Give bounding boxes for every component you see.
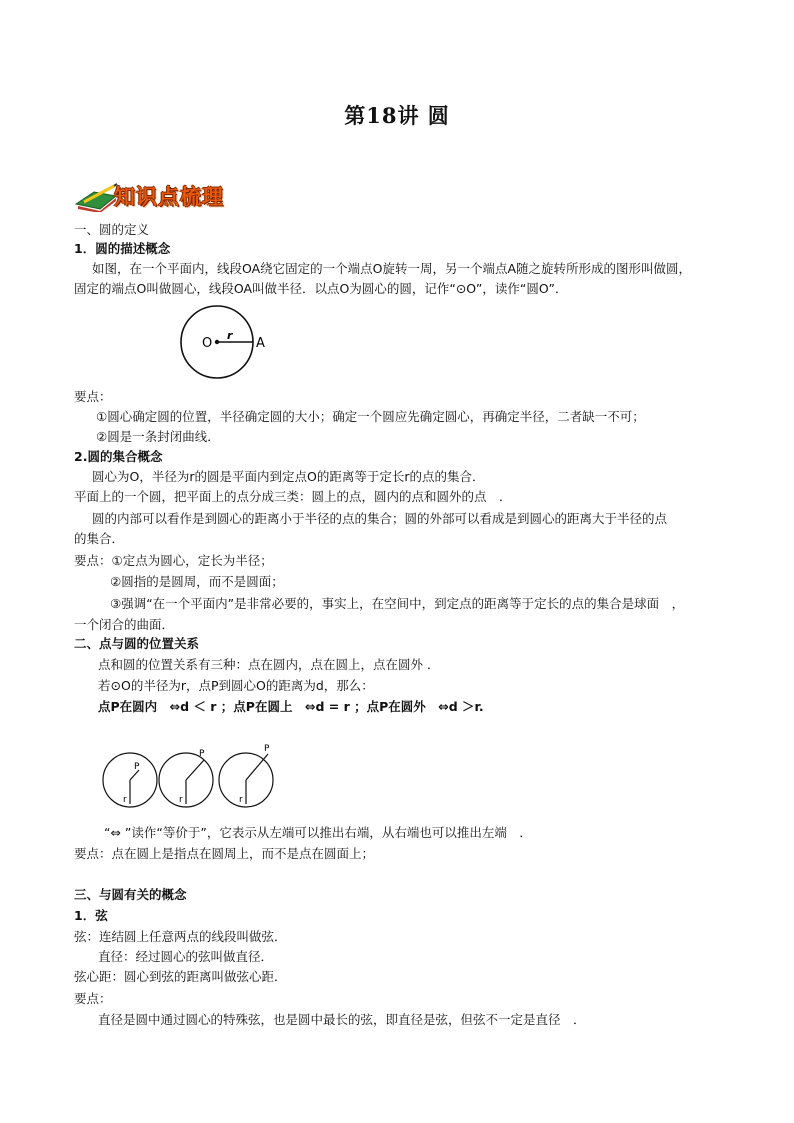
point-item: ②圆指的是圆周，而不是圆面； [110,574,284,589]
radius-label: r [227,329,233,342]
radius-label: r [123,795,127,805]
paragraph: 圆心为O，半径为r的圆是平面内到定点O的距离等于定长r的点的集合． [92,469,485,484]
paragraph: 弦：连结圆上任意两点的线段叫做弦． [74,929,287,944]
point-label: P [134,762,140,772]
banner-label: 知识点梳理 [114,185,224,209]
point-item: ③强调“在一个平面内”是非常必要的，事实上，在空间中，到定点的距离等于定长的点的集合是球面 ， [110,596,685,611]
radius-label: r [179,795,183,805]
paragraph: 平面上的一个圆，把平面上的点分成三类：圆上的点，圆内的点和圆外的点 ． [74,489,512,504]
section-banner [74,180,244,212]
section-heading: 二、点与圆的位置关系 [74,636,200,651]
subsection-heading: 1．圆的描述概念 [74,241,171,256]
center-dot [215,340,219,344]
paragraph: 直径：经过圆心的弦叫做直径． [98,949,274,964]
point-label: P [199,749,205,759]
paragraph: 弦心距：圆心到弦的距离叫做弦心距． [74,969,287,984]
point-item: ①圆心确定圆的位置，半径确定圆的大小；确定一个圆应先确定圆心，再确定半径，二者缺一不可； [96,409,645,424]
paragraph: 如图，在一个平面内，线段OA绕它固定的一个端点O旋转一周，另一个端点A随之旋转所形成的图形叫做圆， [92,261,692,276]
circle-figure [176,304,276,384]
point-label: A [256,336,265,351]
subsection-heading: 2.圆的集合概念 [74,449,163,464]
paragraph: 若⊙O的半径为r，点P到圆心O的距离为d，那么： [98,678,374,693]
subsection-heading: 1．弦 [74,908,108,923]
relation-line: 点P在圆内 ⇔d ＜ r ；点P在圆上 ⇔d = r ；点P在圆外 ⇔d ＞r. [98,699,484,714]
point-label: P [264,744,270,754]
distance-line [186,760,204,780]
section-heading: 三、与圆有关的概念 [74,887,187,902]
point-item: 要点：①定点为圆心，定长为半径； [74,553,273,568]
points-heading: 要点： [74,389,112,404]
paragraph: 圆的内部可以看作是到圆心的距离小于半径的点的集合；圆的外部可以看成是到圆心的距离大于半径的点 [92,511,668,526]
point-position-figure [98,740,288,812]
points-heading: 要点： [74,991,112,1006]
paragraph: 要点：点在圆上是指点在圆周上，而不是点在圆面上； [74,846,375,861]
paragraph: “⇔ ”读作“等价于”，它表示从左端可以推出右端，从右端也可以推出左端 ． [104,825,532,840]
book-pen-icon [74,182,118,212]
point-item: 一个闭合的曲面． [74,617,175,632]
center-label: O [202,336,213,351]
section-heading: 一、圆的定义 [74,222,150,237]
paragraph: 固定的端点O叫做圆心，线段OA叫做半径．以点O为圆心的圆，记作“⊙O”，读作“圆O”． [74,281,568,296]
distance-line [246,754,268,780]
point-item: ②圆是一条封闭曲线． [96,429,220,444]
paragraph: 直径是圆中通过圆心的特殊弦，也是圆中最长的弦，即直径是弦，但弦不一定是直径 ． [98,1012,586,1027]
paragraph: 点和圆的位置关系有三种：点在圆内，点在圆上，点在圆外 ． [98,657,440,672]
paragraph: 的集合． [74,531,125,546]
page-title: 第18讲 圆 [344,103,450,128]
radius-label: r [239,795,243,805]
